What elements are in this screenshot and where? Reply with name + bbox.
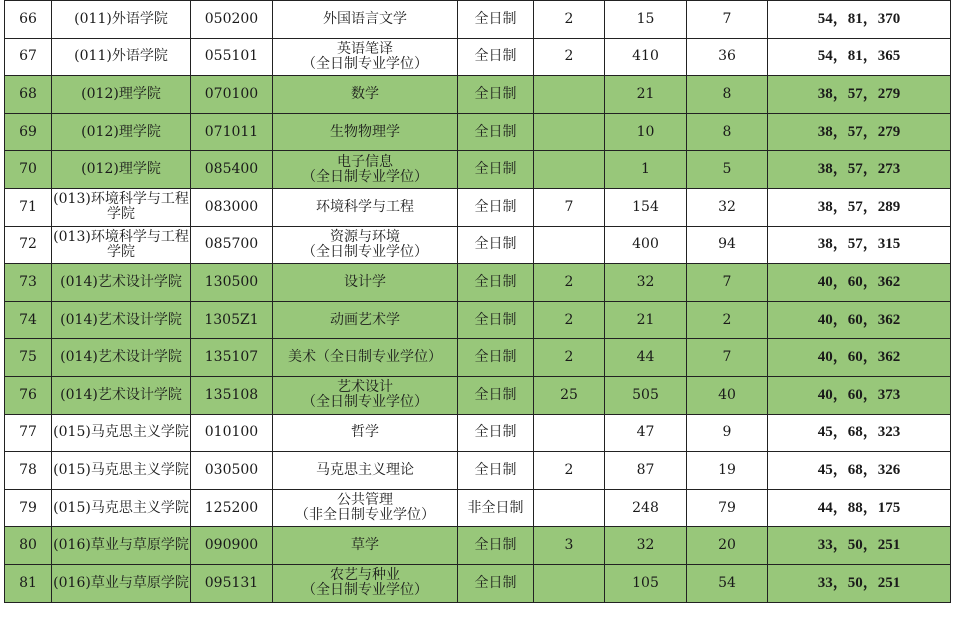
college-cell: (014)艺术设计学院	[52, 376, 191, 414]
row-number-cell: 66	[5, 1, 52, 39]
count-b-cell: 248	[605, 489, 687, 527]
major-code-cell: 030500	[191, 452, 273, 490]
count-c-cell: 32	[687, 188, 768, 226]
table-row	[5, 113, 951, 151]
college-cell: (015)马克思主义学院	[52, 414, 191, 452]
major-name-line: 设计学	[344, 273, 386, 290]
count-c-cell: 79	[687, 489, 768, 527]
major-name-cell	[273, 113, 458, 151]
row-number-cell: 69	[5, 113, 52, 151]
count-c-cell: 54	[687, 564, 768, 602]
major-name-cell	[273, 188, 458, 226]
count-a-cell: 25	[534, 376, 605, 414]
count-b-cell: 505	[605, 376, 687, 414]
count-b-cell: 105	[605, 564, 687, 602]
row-number-cell: 81	[5, 564, 52, 602]
major-code-cell: 135108	[191, 376, 273, 414]
row-number-cell: 77	[5, 414, 52, 452]
major-name-line: （全日制专业学位）	[302, 243, 428, 260]
study-mode-cell: 全日制	[458, 76, 534, 114]
count-a-cell: 2	[534, 452, 605, 490]
study-mode-cell: 全日制	[458, 301, 534, 339]
study-mode-cell: 全日制	[458, 264, 534, 302]
college-cell: (011)外语学院	[52, 38, 191, 76]
major-code-cell: 1305Z1	[191, 301, 273, 339]
row-number-cell: 76	[5, 376, 52, 414]
count-c-cell: 19	[687, 452, 768, 490]
count-a-cell: 2	[534, 301, 605, 339]
count-a-cell	[534, 489, 605, 527]
table-row	[5, 489, 951, 527]
major-name-cell	[273, 339, 458, 377]
major-code-cell: 050200	[191, 1, 273, 39]
major-name-cell	[273, 1, 458, 39]
count-b-cell: 1	[605, 151, 687, 189]
major-name-cell	[273, 264, 458, 302]
score-lines-cell: 45，68，326	[768, 452, 951, 490]
table-row	[5, 414, 951, 452]
count-b-cell: 32	[605, 527, 687, 565]
table-row	[5, 301, 951, 339]
college-cell: (015)马克思主义学院	[52, 489, 191, 527]
row-number-cell: 80	[5, 527, 52, 565]
study-mode-cell: 全日制	[458, 564, 534, 602]
study-mode-cell: 全日制	[458, 527, 534, 565]
score-lines-cell: 54，81，370	[768, 1, 951, 39]
count-a-cell: 7	[534, 188, 605, 226]
major-name-line: 哲学	[351, 424, 379, 441]
count-c-cell: 8	[687, 76, 768, 114]
major-name-line: 农艺与种业	[330, 567, 400, 584]
major-code-cell: 085400	[191, 151, 273, 189]
table-row	[5, 76, 951, 114]
major-name-line: 资源与环境	[330, 228, 400, 245]
major-name-cell	[273, 527, 458, 565]
count-c-cell: 40	[687, 376, 768, 414]
count-b-cell: 47	[605, 414, 687, 452]
row-number-cell: 67	[5, 38, 52, 76]
major-name-cell	[273, 76, 458, 114]
table-row	[5, 339, 951, 377]
count-a-cell: 3	[534, 527, 605, 565]
score-lines-cell: 38，57，289	[768, 188, 951, 226]
score-lines-cell: 38，57，279	[768, 76, 951, 114]
college-cell: (013)环境科学与工程学院	[52, 226, 191, 264]
count-c-cell: 94	[687, 226, 768, 264]
major-name-cell	[273, 301, 458, 339]
major-name-cell	[273, 376, 458, 414]
college-cell: (014)艺术设计学院	[52, 301, 191, 339]
count-b-cell: 21	[605, 76, 687, 114]
major-code-cell: 055101	[191, 38, 273, 76]
college-cell: (014)艺术设计学院	[52, 339, 191, 377]
major-name-line: 外国语言文学	[323, 10, 407, 27]
major-name-cell	[273, 151, 458, 189]
table-row	[5, 376, 951, 414]
major-name-line: 艺术设计	[337, 379, 393, 396]
row-number-cell: 68	[5, 76, 52, 114]
major-code-cell: 090900	[191, 527, 273, 565]
study-mode-cell: 全日制	[458, 188, 534, 226]
row-number-cell: 79	[5, 489, 52, 527]
major-code-cell: 010100	[191, 414, 273, 452]
count-b-cell: 410	[605, 38, 687, 76]
major-code-cell: 071011	[191, 113, 273, 151]
study-mode-cell: 非全日制	[458, 489, 534, 527]
score-lines-cell: 45，68，323	[768, 414, 951, 452]
table-row	[5, 38, 951, 76]
table-row	[5, 151, 951, 189]
count-b-cell: 87	[605, 452, 687, 490]
count-a-cell	[534, 113, 605, 151]
study-mode-cell: 全日制	[458, 113, 534, 151]
college-cell: (013)环境科学与工程学院	[52, 188, 191, 226]
row-number-cell: 70	[5, 151, 52, 189]
score-lines-cell: 40，60，373	[768, 376, 951, 414]
count-b-cell: 44	[605, 339, 687, 377]
major-name-cell	[273, 38, 458, 76]
major-name-cell	[273, 452, 458, 490]
count-c-cell: 7	[687, 264, 768, 302]
college-cell: (012)理学院	[52, 113, 191, 151]
study-mode-cell: 全日制	[458, 226, 534, 264]
college-cell: (012)理学院	[52, 151, 191, 189]
count-a-cell	[534, 226, 605, 264]
count-c-cell: 20	[687, 527, 768, 565]
score-lines-cell: 40，60，362	[768, 301, 951, 339]
table-body	[5, 1, 951, 603]
major-name-line: 环境科学与工程	[316, 198, 414, 215]
score-lines-cell: 40，60，362	[768, 339, 951, 377]
table-row	[5, 564, 951, 602]
row-number-cell: 78	[5, 452, 52, 490]
major-name-cell	[273, 414, 458, 452]
study-mode-cell: 全日制	[458, 414, 534, 452]
count-b-cell: 400	[605, 226, 687, 264]
table-row	[5, 264, 951, 302]
college-cell: (012)理学院	[52, 76, 191, 114]
major-name-cell	[273, 226, 458, 264]
row-number-cell: 72	[5, 226, 52, 264]
college-cell: (011)外语学院	[52, 1, 191, 39]
major-name-line: 马克思主义理论	[316, 461, 414, 478]
score-lines-cell: 54，81，365	[768, 38, 951, 76]
table-row	[5, 226, 951, 264]
count-c-cell: 8	[687, 113, 768, 151]
major-name-cell	[273, 564, 458, 602]
college-cell: (014)艺术设计学院	[52, 264, 191, 302]
count-b-cell: 32	[605, 264, 687, 302]
major-name-line: 数学	[351, 85, 379, 102]
major-code-cell: 083000	[191, 188, 273, 226]
table-row	[5, 452, 951, 490]
study-mode-cell: 全日制	[458, 151, 534, 189]
major-name-line: （全日制专业学位）	[302, 168, 428, 185]
table-row	[5, 527, 951, 565]
score-lines-cell: 33，50，251	[768, 527, 951, 565]
count-c-cell: 2	[687, 301, 768, 339]
college-cell: (016)草业与草原学院	[52, 564, 191, 602]
count-b-cell: 21	[605, 301, 687, 339]
admissions-table	[4, 0, 951, 603]
major-name-line: （非全日制专业学位）	[295, 507, 435, 524]
major-code-cell: 070100	[191, 76, 273, 114]
major-name-line: 动画艺术学	[330, 311, 400, 328]
college-cell: (016)草业与草原学院	[52, 527, 191, 565]
major-name-cell	[273, 489, 458, 527]
major-name-line: （全日制专业学位）	[302, 394, 428, 411]
major-name-line: 美术（全日制专业学位）	[288, 349, 442, 366]
count-a-cell: 2	[534, 1, 605, 39]
major-name-line: 草学	[351, 537, 379, 554]
major-name-line: （全日制专业学位）	[302, 582, 428, 599]
major-code-cell: 095131	[191, 564, 273, 602]
table-row	[5, 188, 951, 226]
count-c-cell: 9	[687, 414, 768, 452]
count-a-cell: 2	[534, 264, 605, 302]
study-mode-cell: 全日制	[458, 339, 534, 377]
score-lines-cell: 40，60，362	[768, 264, 951, 302]
major-name-line: 电子信息	[337, 153, 393, 170]
count-b-cell: 15	[605, 1, 687, 39]
study-mode-cell: 全日制	[458, 1, 534, 39]
study-mode-cell: 全日制	[458, 376, 534, 414]
count-a-cell	[534, 151, 605, 189]
score-lines-cell: 38，57，273	[768, 151, 951, 189]
major-code-cell: 125200	[191, 489, 273, 527]
count-c-cell: 36	[687, 38, 768, 76]
major-code-cell: 130500	[191, 264, 273, 302]
row-number-cell: 71	[5, 188, 52, 226]
count-a-cell	[534, 76, 605, 114]
score-lines-cell: 38，57，279	[768, 113, 951, 151]
major-name-line: 生物物理学	[330, 123, 400, 140]
major-code-cell: 085700	[191, 226, 273, 264]
major-name-line: 公共管理	[337, 492, 393, 509]
count-c-cell: 5	[687, 151, 768, 189]
row-number-cell: 73	[5, 264, 52, 302]
major-name-line: （全日制专业学位）	[302, 55, 428, 72]
score-lines-cell: 33，50，251	[768, 564, 951, 602]
count-a-cell: 2	[534, 339, 605, 377]
major-code-cell: 135107	[191, 339, 273, 377]
count-b-cell: 10	[605, 113, 687, 151]
count-b-cell: 154	[605, 188, 687, 226]
count-a-cell	[534, 564, 605, 602]
count-a-cell	[534, 414, 605, 452]
study-mode-cell: 全日制	[458, 38, 534, 76]
count-a-cell: 2	[534, 38, 605, 76]
row-number-cell: 75	[5, 339, 52, 377]
major-name-line: 英语笔译	[337, 40, 393, 57]
study-mode-cell: 全日制	[458, 452, 534, 490]
table-row	[5, 1, 951, 39]
college-cell: (015)马克思主义学院	[52, 452, 191, 490]
count-c-cell: 7	[687, 339, 768, 377]
row-number-cell: 74	[5, 301, 52, 339]
score-lines-cell: 44，88，175	[768, 489, 951, 527]
score-lines-cell: 38，57，315	[768, 226, 951, 264]
count-c-cell: 7	[687, 1, 768, 39]
